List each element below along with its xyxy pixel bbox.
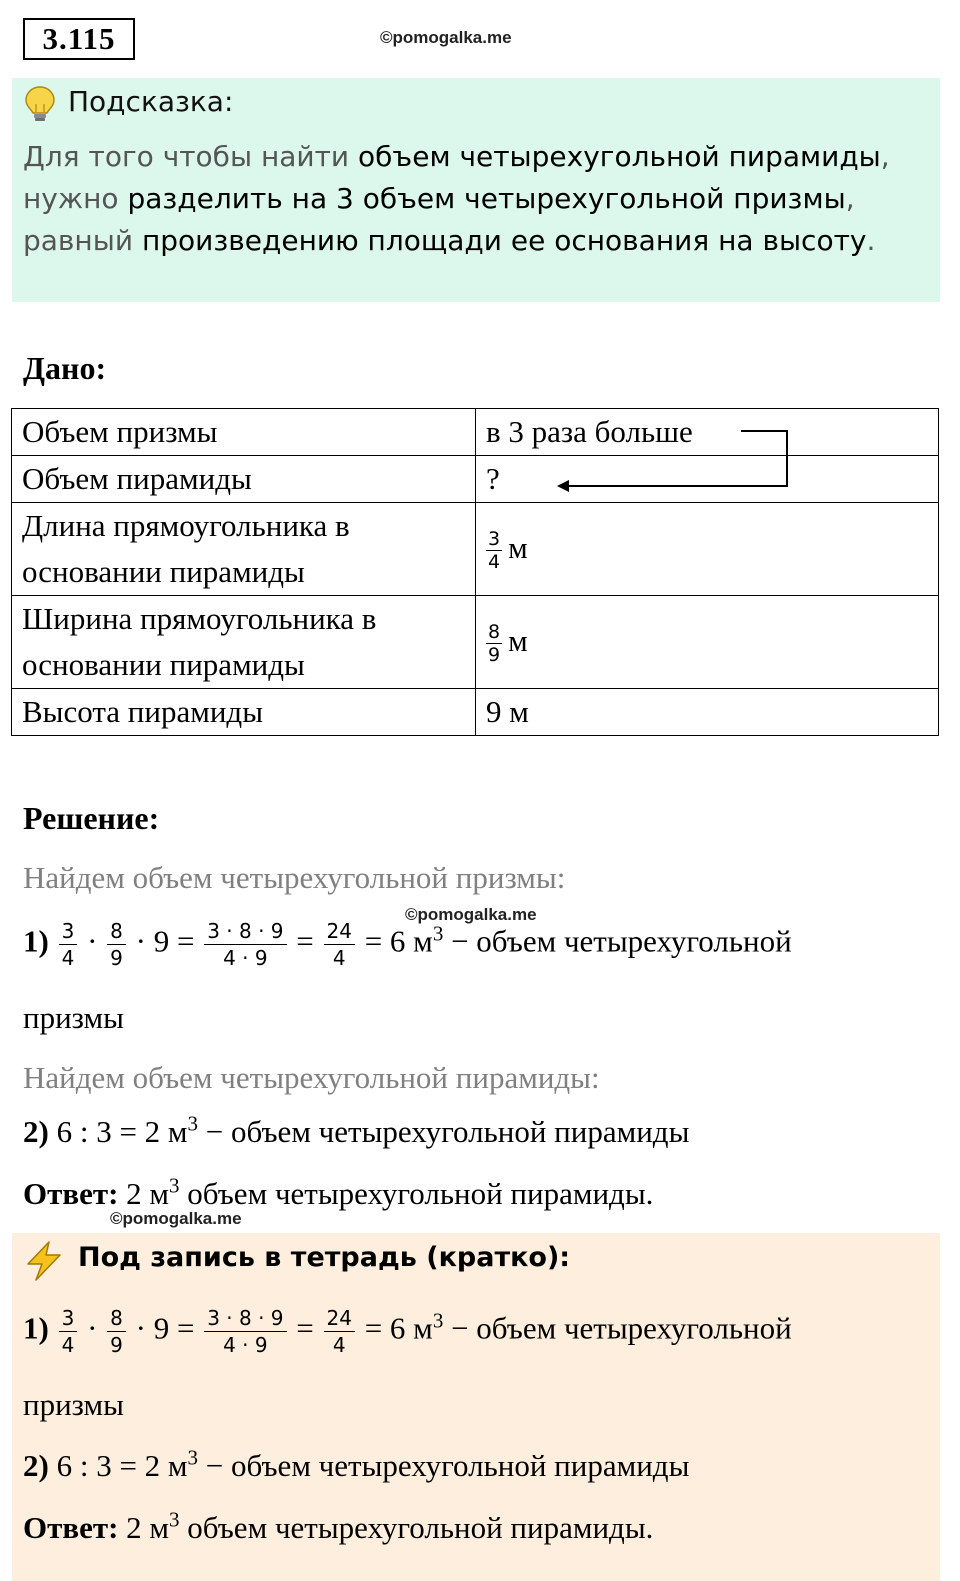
watermark: ©pomogalka.me [380,28,512,47]
fraction: $\frac{3}{4}$ [488,528,501,574]
given-table [11,408,939,736]
step1-continuation: призмы [23,1000,124,1035]
step1-equation: 1) $\frac{3}{4}$ · $\frac{8}{9}$ · 9 = $\frac{3 \cdot 8 \cdot 9}{4 \cdot 9}$ = $\frac{24}{4}$ = 6 $м^3$ − объем четырехугольной [23,919,792,970]
notebook-step1-continuation: призмы [23,1387,124,1422]
notebook-step2-equation: 2) 6 : 3 = 2 $м^3$ − объем четырехугольной пирамиды [23,1445,690,1483]
step1-intro: Найдем объем четырехугольной призмы: [23,860,566,895]
step2-equation: 2) 6 : 3 = 2 $м^3$ − объем четырехугольной пирамиды [23,1111,690,1149]
lightning-icon [22,1240,66,1282]
hint-text: Для того чтобы найти объем четырехугольной пирамиды, нужно разделить на 3 объем четырехугольной призмы, равный произведению площади ее основания на высоту. [23,140,890,257]
lightbulb-icon [22,84,58,124]
task-number: 3.115 [23,18,135,60]
comparison-arrow [555,425,795,495]
table-cell: Ширина прямоугольника в основании пирамиды [12,596,476,689]
table-row [12,689,939,736]
notebook-answer: Ответ: 2 $м^3$ объем четырехугольной пирамиды. [23,1507,654,1545]
table-row [12,503,939,596]
hint-title: Подсказка: [68,85,234,118]
notebook-title: Под запись в тетрадь (кратко): [78,1242,571,1273]
watermark: ©pomogalka.me [110,1209,242,1228]
table-cell: $\frac{8}{9}$ м [476,596,939,689]
table-cell: Объем пирамиды [12,456,476,503]
table-row [12,456,939,503]
table-row [12,596,939,689]
fraction: $\frac{8}{9}$ [488,621,501,667]
table-cell: ? [476,456,939,503]
table-cell: в 3 раза больше [476,409,939,456]
solution-heading: Решение: [23,800,160,836]
table-cell: Высота пирамиды [12,689,476,736]
table-cell: $\frac{3}{4}$ м [476,503,939,596]
notebook-step1-equation: 1) $\frac{3}{4}$ · $\frac{8}{9}$ · 9 = $\frac{3 \cdot 8 \cdot 9}{4 \cdot 9}$ = $\frac{24}{4}$ = 6 $м^3$ − объем четырехугольной [23,1306,792,1357]
step2-intro: Найдем объем четырехугольной пирамиды: [23,1060,600,1095]
table-cell: Длина прямоугольника в основании пирамиды [12,503,476,596]
given-heading: Дано: [23,350,107,386]
table-cell: Объем призмы [12,409,476,456]
watermark: ©pomogalka.me [405,905,537,924]
table-row [12,409,939,456]
answer: Ответ: 2 $м^3$ объем четырехугольной пирамиды. [23,1173,654,1211]
table-cell: 9 м [476,689,939,736]
